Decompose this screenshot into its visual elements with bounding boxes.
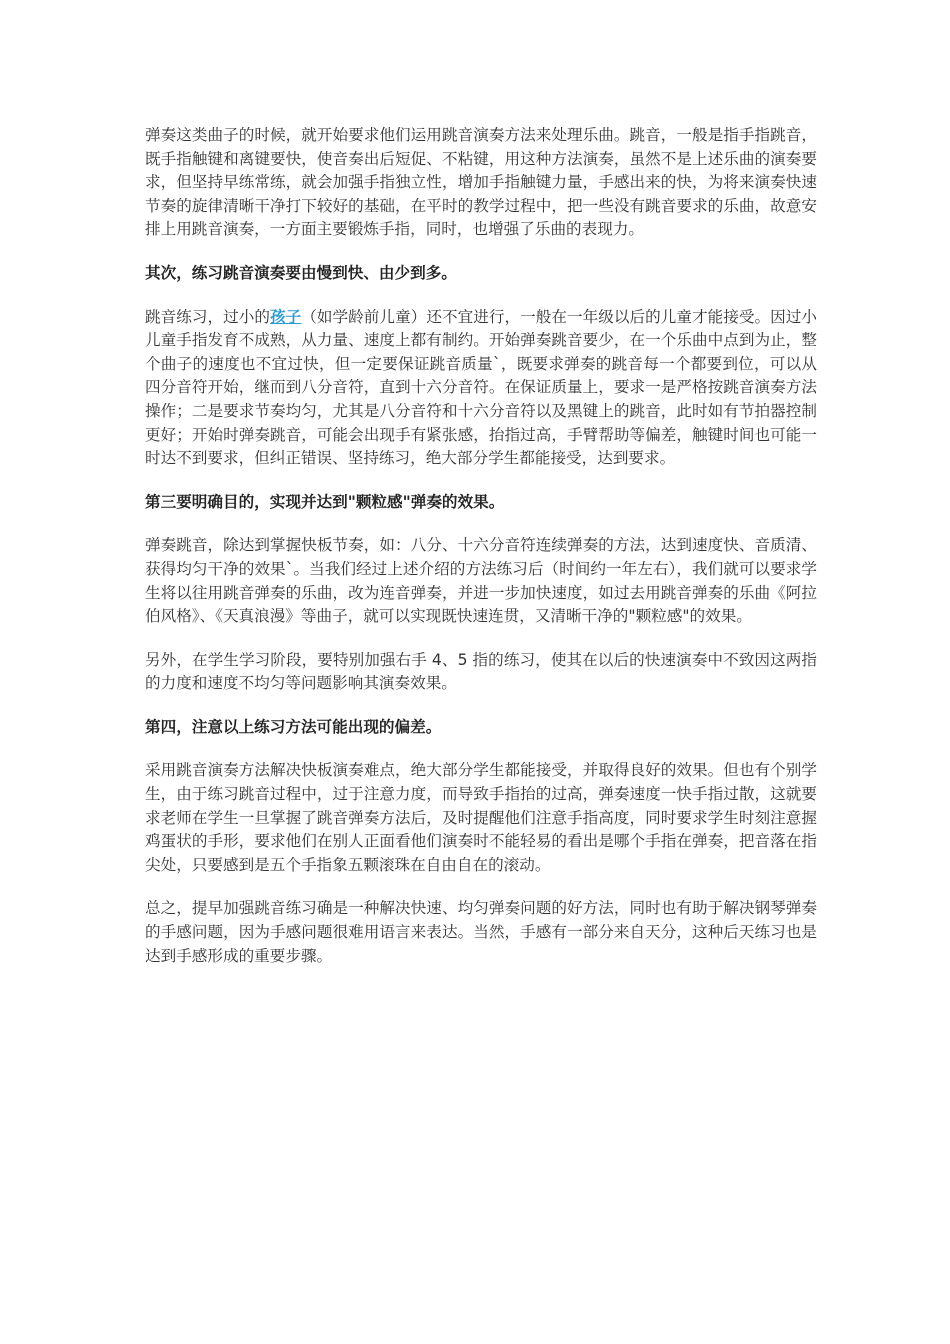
heading-granular-effect: 第三要明确目的，实现并达到"颗粒感"弹奏的效果。: [145, 492, 505, 511]
paragraph-staccato-practice: [145, 306, 817, 471]
paragraph-deviations: 采用跳音演奏方法解决快板演奏难点，绝大部分学生都能接受，并取得良好的效果。但也有个别学生，由于练习跳音过程中，过于注意力度，而导致手指抬的过高，弹奏速度一快手指过散，这就要求老师在学生一旦掌握了跳音弹奏方法后，及时提醒他们注意手指高度，同时要求学生时刻注意握鸡蛋状的手形，要求他们在别人正面看他们演奏时不能轻易的看出是哪个手指在弹奏，把音落在指尖处，只要感到是五个手指象五颗滚珠在自由自在的滚动。: [145, 761, 817, 874]
paragraph-staccato-practice-rest: （如学龄前儿童）还不宜进行，一般在一年级以后的儿童才能接受。因过小儿童手指发育不成熟，从力量、速度上都有制约。开始弹奏跳音要少，在一个乐曲中点到为止，整个曲子的速度也不宜过快，但一定要保证跳音质量`，既要求弹奏的跳音每一个都要到位，可以从四分音符开始，继而到八分音符，直到十六分音符。在保证质量上，要求一是严格按跳音演奏方法操作；二是要求节奏均匀，尤其是八分音符和十六分音符以及黑键上的跳音，此时如有节拍器控制更好；开始时弹奏跳音，可能会出现手有紧张感，抬指过高，手臂帮助等偏差，触键时间也可能一时达不到要求，但纠正错误、坚持练习，绝大部分学生都能接受，达到要求。: [145, 307, 817, 468]
heading-slow-to-fast: 其次，练习跳音演奏要由慢到快、由少到多。: [145, 263, 457, 282]
paragraph-staccato-practice-start: 跳音练习，过小的: [145, 307, 271, 326]
heading-deviations: 第四，注意以上练习方法可能出现的偏差。: [145, 717, 442, 736]
article-body: [145, 124, 817, 988]
paragraph-granular-effect: 弹奏跳音，除达到掌握快板节奏，如：八分、十六分音符连续弹奏的方法，达到速度快、音质清、获得均匀干净的效果`。当我们经过上述介绍的方法练习后（时间约一年左右），我们就可以要求学生将以往用跳音弹奏的乐曲，改为连音弹奏，并进一步加快速度，如过去用跳音弹奏的乐曲《阿拉伯风格》、《天真浪漫》等曲子，就可以实现既快速连贯，又清晰干净的"颗粒感"的效果。: [145, 536, 817, 626]
paragraph-finger-four-five: 另外，在学生学习阶段，要特别加强右手 4、5 指的练习，使其在以后的快速演奏中不致因这两指的力度和速度不均匀等问题影响其演奏效果。: [145, 650, 817, 693]
children-link[interactable]: 孩子: [270, 307, 302, 326]
paragraph-staccato-intro: 弹奏这类曲子的时候，就开始要求他们运用跳音演奏方法来处理乐曲。跳音，一般是指手指跳音，既手指触键和离键要快，使音奏出后短促、不粘键，用这种方法演奏，虽然不是上述乐曲的演奏要求，但坚持早练常练，就会加强手指独立性，增加手指触键力量，手感出来的快，为将来演奏快速节奏的旋律清晰干净打下较好的基础，在平时的教学过程中，把一些没有跳音要求的乐曲，故意安排上用跳音演奏，一方面主要锻炼手指，同时，也增强了乐曲的表现力。: [145, 126, 817, 239]
paragraph-conclusion: 总之，提早加强跳音练习确是一种解决快速、均匀弹奏问题的好方法，同时也有助于解决钢琴弹奏的手感问题，因为手感问题很难用语言来表达。当然，手感有一部分来自天分，这种后天练习也是达到手感形成的重要步骤。: [145, 899, 817, 965]
